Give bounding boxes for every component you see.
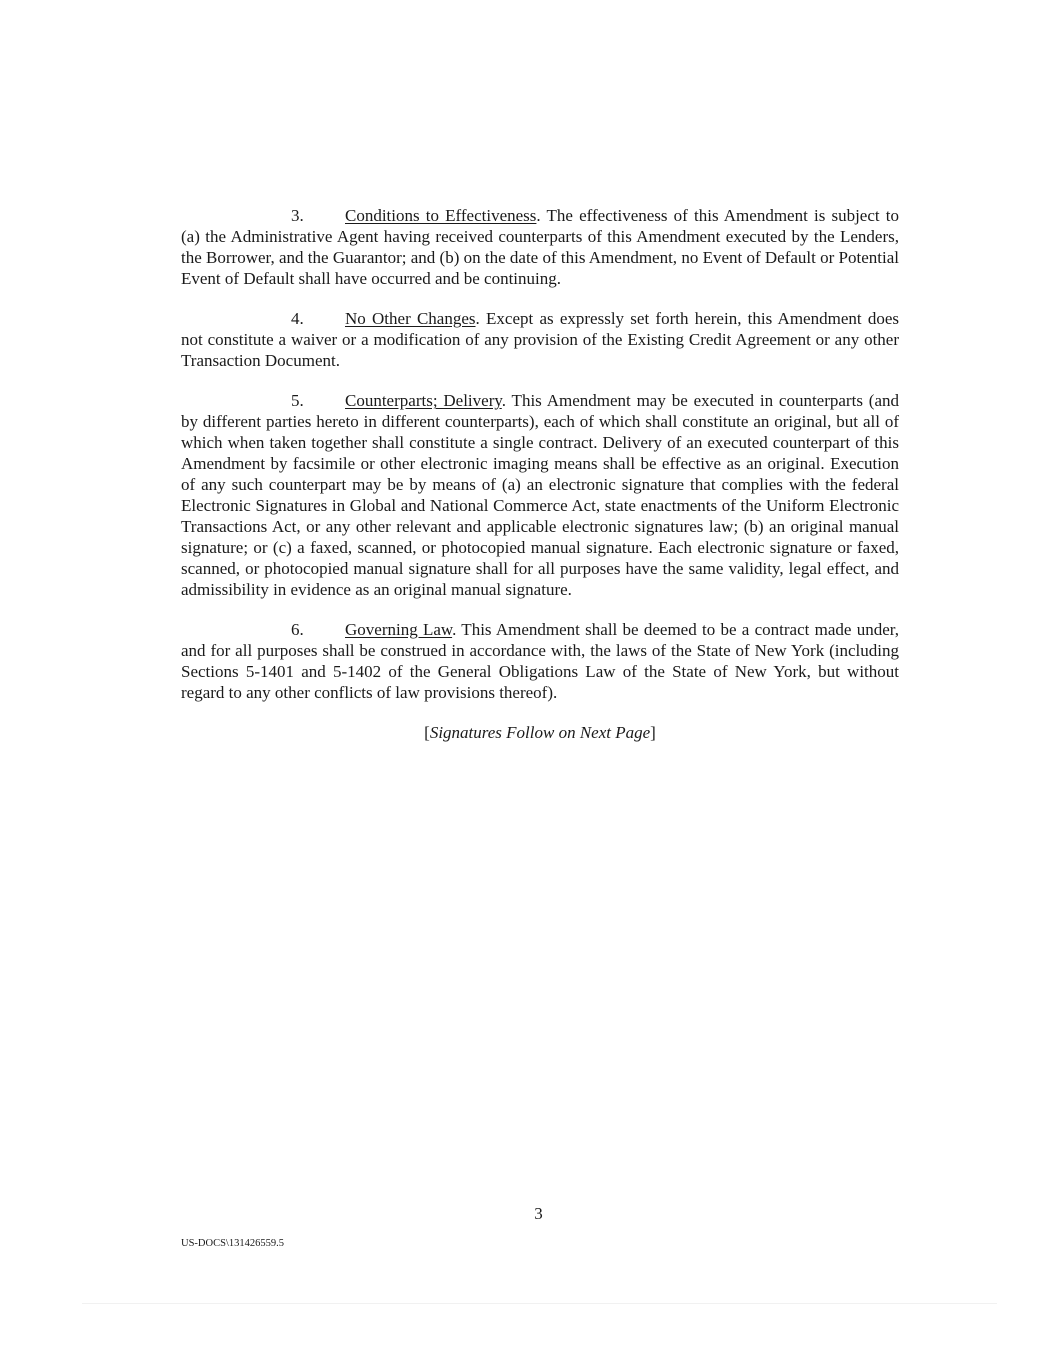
- section-text: . This Amendment may be executed in counterparts (and by different parties hereto in different counterparts), each of which shall constitute an original, but all of which when taken together shall constitute a single contract. Delivery of an executed counterpart of this Amendment by facsimile or other electronic imaging means shall be effective as an original. Execution of any such counterpart may be by means of (a) an electronic signature that complies with the federal Electronic Signatures in Global and National Commerce Act, state enactments of the Uniform Electronic Transactions Act, or any other relevant and applicable electronic signatures law; (b) an original manual signature; or (c) a faxed, scanned, or photocopied manual signature. Each electronic signature or faxed, scanned, or photocopied manual signature shall for all purposes have the same validity, legal effect, and admissibility in evidence as an original manual signature.: [181, 391, 899, 599]
- open-bracket: [: [424, 723, 430, 742]
- document-id: US-DOCS\131426559.5: [181, 1238, 284, 1249]
- close-bracket: ]: [650, 723, 656, 742]
- signatures-note-text: Signatures Follow on Next Page: [429, 723, 651, 742]
- section-6: [181, 619, 899, 703]
- section-3: [181, 205, 899, 289]
- signatures-note: [181, 722, 899, 743]
- section-text: . Except as expressly set forth herein, this Amendment does not constitute a waiver or a modification of any provision of the Existing Credit Agreement or any other Transaction Document.: [181, 309, 899, 370]
- section-text: . This Amendment shall be deemed to be a contract made under, and for all purposes shall be construed in accordance with, the laws of the State of New York (including Sections 5-1401 and 5-1402 of the General Obligations Law of the State of New York, but without regard to any other conflicts of law provisions thereof).: [181, 620, 899, 702]
- section-text: . The effectiveness of this Amendment is subject to (a) the Administrative Agent having received counterparts of this Amendment executed by the Lenders, the Borrower, and the Guarantor; and (b) on the date of this Amendment, no Event of Default or Potential Event of Default shall have occurred and be continuing.: [181, 206, 899, 288]
- section-number: 5.: [291, 391, 304, 410]
- section-number: 6.: [291, 620, 304, 639]
- section-number: 3.: [291, 206, 304, 225]
- section-heading: No Other Changes: [345, 309, 476, 328]
- section-4: [181, 308, 899, 371]
- section-5: [181, 390, 899, 600]
- section-number: 4.: [291, 309, 304, 328]
- section-heading: Governing Law: [345, 620, 453, 639]
- page-edge-divider: [82, 1303, 997, 1304]
- section-heading: Conditions to Effectiveness: [345, 206, 537, 225]
- section-heading: Counterparts; Delivery: [345, 391, 502, 410]
- page-number: 3: [534, 1204, 543, 1223]
- document-body: [181, 205, 899, 760]
